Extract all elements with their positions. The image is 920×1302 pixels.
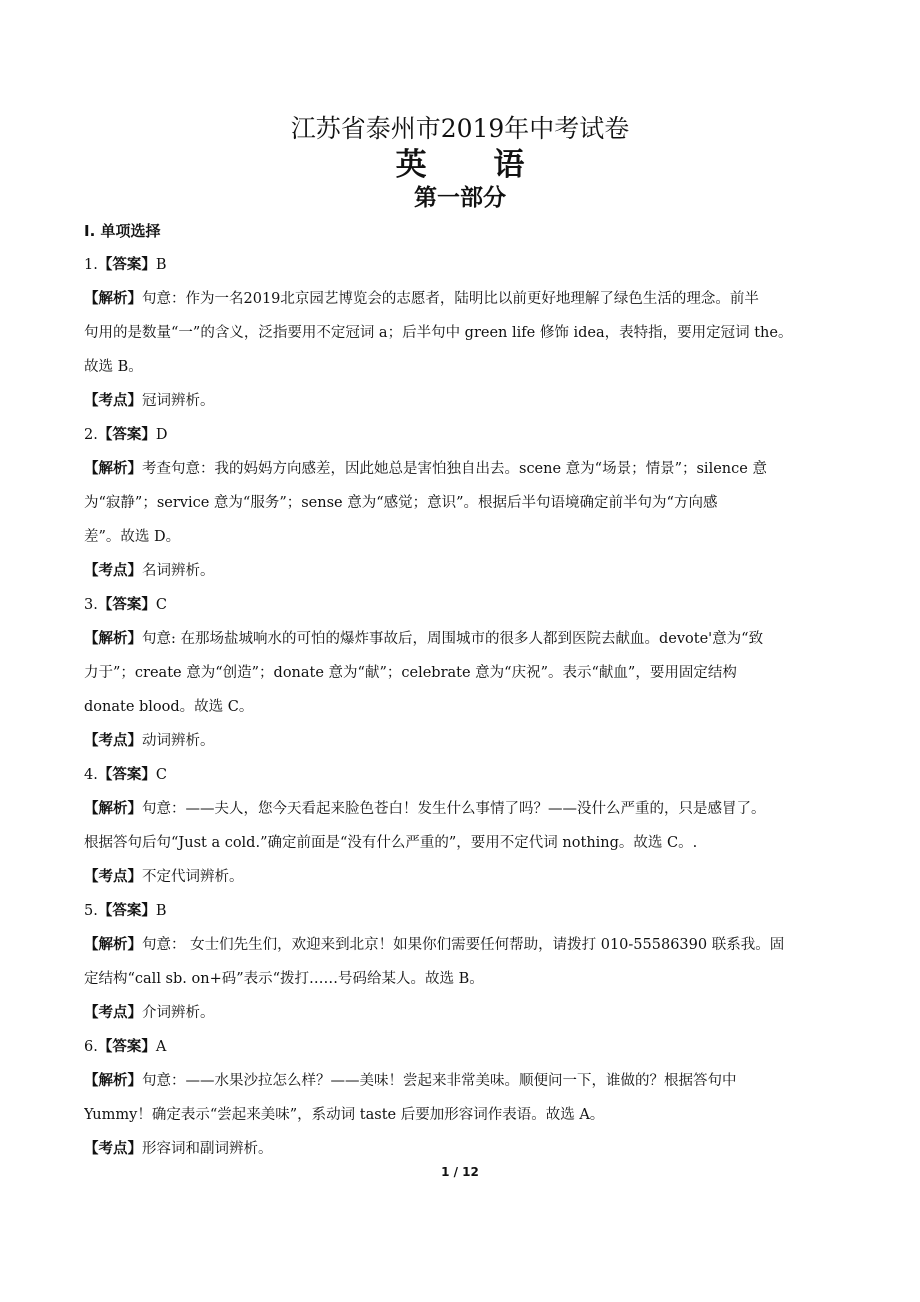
analysis-text: 力于”；create 意为“创造”；donate 意为“献”；celebrate 意为“庆祝”。表示“献血”，要用固定结构 [84,665,737,681]
analysis-text: 句意：作为一名2019北京园艺博览会的志愿者，陆明比以前更好地理解了绿色生活的理念。前半 [142,291,759,307]
point-label: 【考点】 [84,1141,142,1157]
analysis-line [84,1098,854,1132]
analysis-text: 句意: 在那场盐城响水的可怕的爆炸事故后，周围城市的很多人都到医院去献血。devote'意为“致 [142,631,764,647]
answer-label: 【答案】 [97,257,156,273]
point-line [84,1132,854,1166]
answer-label: 【答案】 [97,767,156,783]
subject-heading: 英 语 [395,147,553,183]
answer-value: A [155,1039,167,1055]
point-text: 不定代词辨析。 [142,869,244,885]
point-text: 介词辨析。 [142,1005,215,1021]
analysis-text: donate blood。故选 C。 [84,699,254,715]
point-line [84,724,854,758]
point-line [84,860,854,894]
analysis-text: 差”。故选 D。 [84,529,181,545]
point-text: 动词辨析。 [142,733,215,749]
section-title: Ⅰ. 单项选择 [84,222,161,240]
analysis-line [84,520,854,554]
analysis-text: 考查句意：我的妈妈方向感差，因此她总是害怕独自出去。scene 意为“场景；情景”；silence 意 [142,461,767,477]
analysis-label: 【解析】 [84,461,142,477]
point-label: 【考点】 [84,1005,142,1021]
answer-value: B [155,257,167,273]
answer-content [84,214,854,1166]
question-number: 3. [84,597,98,613]
question-number: 2. [84,427,98,443]
analysis-line [84,350,854,384]
page-number: 1 / 12 [441,1165,479,1179]
analysis-line [84,962,854,996]
analysis-line [84,452,854,486]
analysis-label: 【解析】 [84,1073,142,1089]
answer-label: 【答案】 [97,427,156,443]
analysis-text: Yummy！确定表示“尝起来美味”，系动词 taste 后要加形容词作表语。故选 A。 [84,1107,605,1123]
analysis-text: 定结构“call sb. on+码”表示“拨打……号码给某人。故选 B。 [84,971,484,987]
point-line [84,996,854,1030]
analysis-line [84,1064,854,1098]
question-number: 6. [84,1039,98,1055]
analysis-label: 【解析】 [84,291,142,307]
analysis-line [84,622,854,656]
point-text: 名词辨析。 [142,563,215,579]
answer-value: C [155,597,167,613]
analysis-line [84,282,854,316]
analysis-line [84,486,854,520]
analysis-text: 句用的是数量“一”的含义，泛指要用不定冠词 a；后半句中 green life 修饰 idea，表特指，要用定冠词 the。 [84,325,793,341]
analysis-text: 句意： 女士们先生们，欢迎来到北京！如果你们需要任何帮助，请拨打 010-55586390 联系我。固 [142,937,785,953]
point-label: 【考点】 [84,733,142,749]
analysis-label: 【解析】 [84,801,142,817]
question-number: 4. [84,767,98,783]
answer-line [84,248,854,282]
answer-line [84,758,854,792]
analysis-text: 句意：——水果沙拉怎么样？——美味！尝起来非常美味。顺便问一下，谁做的？根据答句中 [142,1073,737,1089]
document-title: 江苏省泰州市2019年中考试卷 [290,114,630,143]
point-line [84,554,854,588]
analysis-line [84,928,854,962]
analysis-label: 【解析】 [84,631,142,647]
point-text: 冠词辨析。 [142,393,215,409]
answer-line [84,1030,854,1064]
question-number: 1. [84,257,98,273]
answer-line [84,588,854,622]
point-label: 【考点】 [84,869,142,885]
analysis-line [84,690,854,724]
point-line [84,384,854,418]
analysis-label: 【解析】 [84,937,142,953]
answer-value: D [155,427,168,443]
analysis-text: 句意：——夫人，您今天看起来脸色苍白！发生什么事情了吗？——没什么严重的，只是感冒了。 [142,801,766,817]
point-label: 【考点】 [84,393,142,409]
answer-label: 【答案】 [97,903,156,919]
answer-line [84,418,854,452]
point-label: 【考点】 [84,563,142,579]
answer-value: B [155,903,167,919]
question-number: 5. [84,903,98,919]
point-text: 形容词和副词辨析。 [142,1141,273,1157]
answer-label: 【答案】 [97,1039,156,1055]
answer-value: C [155,767,167,783]
analysis-text: 根据答句后句“Just a cold.”确定前面是“没有什么严重的”，要用不定代词 nothing。故选 C。. [84,835,698,851]
analysis-line [84,792,854,826]
analysis-text: 为“寂静”；service 意为“服务”；sense 意为“感觉；意识”。根据后半句语境确定前半句为“方向感 [84,495,718,511]
analysis-line [84,656,854,690]
analysis-line [84,826,854,860]
part-heading: 第一部分 [414,185,506,211]
answer-line [84,894,854,928]
answer-label: 【答案】 [97,597,156,613]
analysis-line [84,316,854,350]
analysis-text: 故选 B。 [84,359,143,375]
